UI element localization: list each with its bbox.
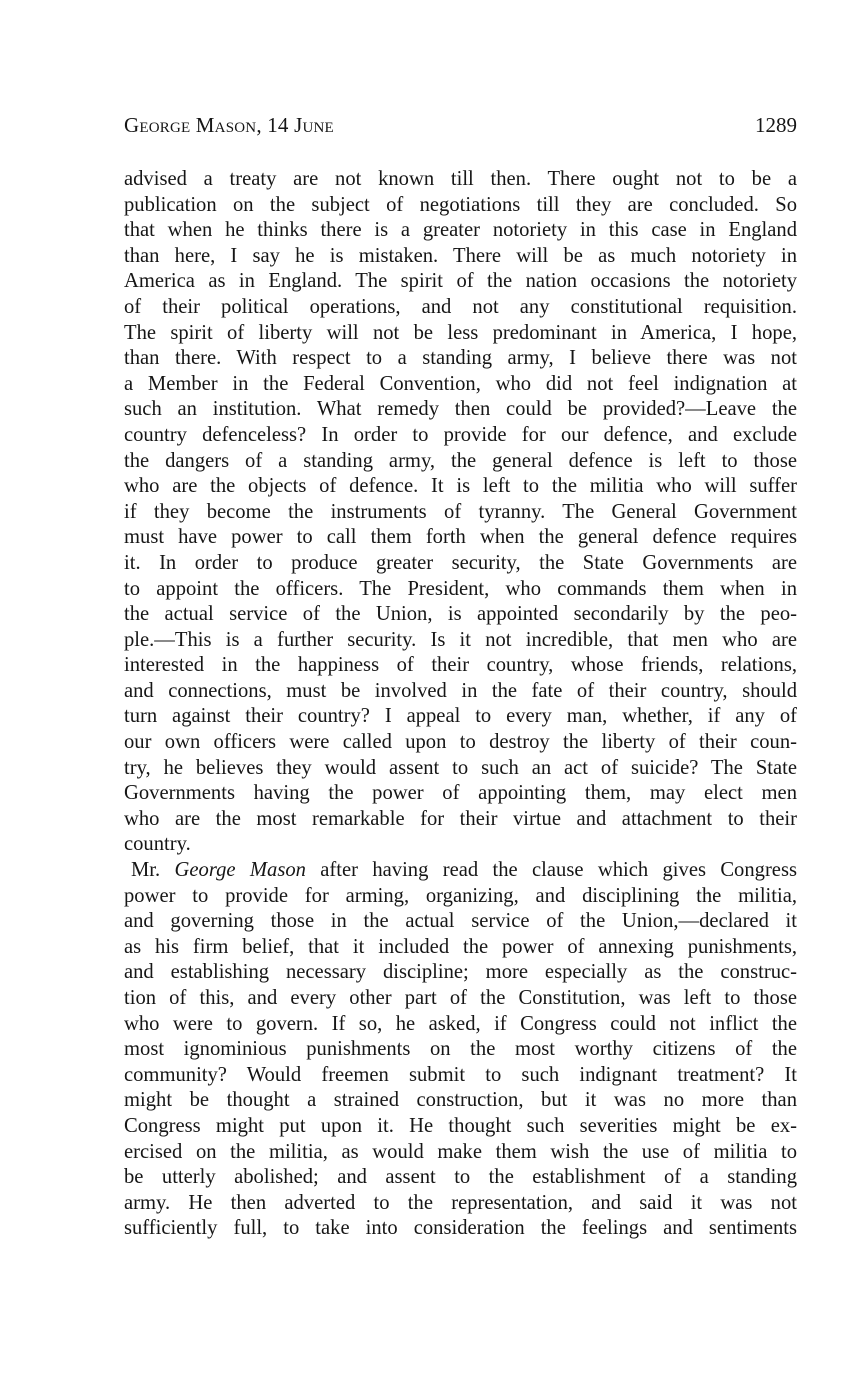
text-line: ple.—This is a further security. Is it not incredible, that men who are <box>124 628 797 651</box>
text-line: The spirit of liberty will not be less predominant in America, I hope, <box>124 321 797 344</box>
text-line: community? Would freemen submit to such indignant treatment? It <box>124 1063 797 1086</box>
text-line: a Member in the Federal Convention, who did not feel indignation at <box>124 372 797 395</box>
text-line: country. <box>124 833 191 856</box>
body-text <box>124 167 797 1242</box>
page-number: 1289 <box>755 113 797 137</box>
text-run: Mr. <box>131 859 175 882</box>
text-line: if they become the instruments of tyranny. The General Government <box>124 500 797 523</box>
text-line: army. He then adverted to the representation, and said it was not <box>124 1191 797 1214</box>
text-line: country defenceless? In order to provide for our defence, and exclude <box>124 423 797 446</box>
text-line: and establishing necessary discipline; more especially as the construc- <box>124 961 797 984</box>
text-line: try, he believes they would assent to such an act of suicide? The State <box>124 756 797 779</box>
speaker-name: George Mason <box>174 859 306 882</box>
text-line: that when he thinks there is a greater notoriety in this case in England <box>124 219 797 242</box>
text-line: who were to govern. If so, he asked, if Congress could not inflict the <box>124 1012 797 1035</box>
paragraph-2 <box>124 858 797 1242</box>
text-line: turn against their country? I appeal to every man, whether, if any of <box>124 705 797 728</box>
paragraph-1 <box>124 167 797 858</box>
text-line: than here, I say he is mistaken. There will be as much notoriety in <box>124 244 797 267</box>
text-line: who are the most remarkable for their virtue and attachment to their <box>124 807 797 830</box>
text-line: the dangers of a standing army, the general defence is left to those <box>124 449 797 472</box>
running-header <box>124 112 797 138</box>
text-line: Congress might put upon it. He thought such severities might be ex- <box>124 1114 797 1137</box>
text-line: be utterly abolished; and assent to the establishment of a standing <box>124 1166 797 1189</box>
text-line: power to provide for arming, organizing, and disciplining the militia, <box>124 884 797 907</box>
text-line: Governments having the power of appointing them, may elect men <box>124 782 797 805</box>
text-line: might be thought a strained construction, but it was no more than <box>124 1089 797 1112</box>
text-line: to appoint the officers. The President, who commands them when in <box>124 577 797 600</box>
document-page <box>124 112 797 1242</box>
text-line: and connections, must be involved in the fate of their country, should <box>124 679 797 702</box>
text-line: of their political operations, and not any constitutional requisition. <box>124 295 797 318</box>
running-title: George Mason, 14 June <box>124 113 334 137</box>
text-line: publication on the subject of negotiations till they are concluded. So <box>124 193 797 216</box>
text-line: such an institution. What remedy then could be provided?—Leave the <box>124 398 797 421</box>
text-line: tion of this, and every other part of the Constitution, was left to those <box>124 987 797 1009</box>
text-line: who are the objects of defence. It is left to the militia who will suffer <box>124 475 797 498</box>
text-line: interested in the happiness of their country, whose friends, relations, <box>124 654 797 677</box>
text-line: it. In order to produce greater security, the State Governments are <box>124 551 797 574</box>
text-line: must have power to call them forth when the general defence requires <box>124 526 797 549</box>
text-line: as his firm belief, that it included the power of annexing punishments, <box>124 935 797 958</box>
text-run: after having read the clause which gives Congress <box>305 859 797 882</box>
text-line: most ignominious punishments on the most worthy citizens of the <box>124 1038 797 1061</box>
text-line: sufficiently full, to take into consideration the feelings and sentiments <box>124 1217 797 1240</box>
text-line: the actual service of the Union, is appointed secondarily by the peo- <box>124 603 797 626</box>
text-line: ercised on the militia, as would make them wish the use of militia to <box>124 1140 797 1163</box>
text-line: our own officers were called upon to destroy the liberty of their coun- <box>124 731 797 754</box>
text-line: than there. With respect to a standing army, I believe there was not <box>124 347 797 370</box>
text-line: and governing those in the actual service of the Union,—declared it <box>124 910 797 933</box>
paragraph-2-first-line <box>124 858 797 884</box>
text-line: America as in England. The spirit of the nation occasions the notoriety <box>124 270 797 293</box>
text-line: advised a treaty are not known till then. There ought not to be a <box>124 168 797 190</box>
